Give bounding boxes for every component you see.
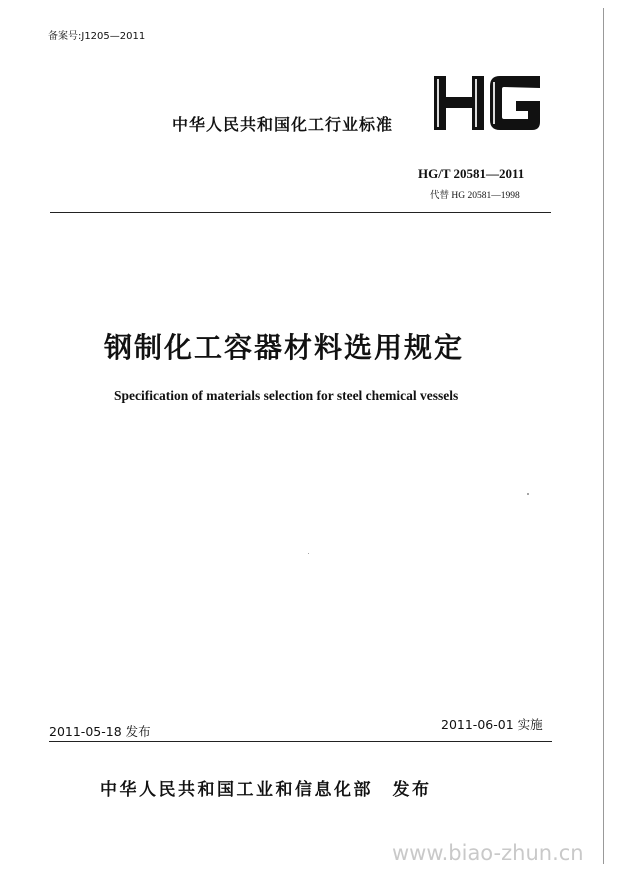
hg-logo <box>432 74 542 132</box>
footer-divider <box>49 741 552 742</box>
header-divider <box>50 212 551 213</box>
filing-number: 备案号:J1205—2011 <box>48 31 146 42</box>
hg-logo-mark <box>432 74 542 132</box>
site-watermark: www.biao-zhun.cn <box>392 841 584 865</box>
implementation-date: 2011-06-01 实施 <box>441 717 543 732</box>
scan-speck <box>308 553 309 554</box>
scan-edge-line <box>603 8 604 864</box>
issue-date: 2011-05-18 发布 <box>49 724 151 739</box>
replaces-standard: 代替 HG 20581—1998 <box>430 191 520 201</box>
standard-category-title: 中华人民共和国化工行业标准 <box>172 115 394 134</box>
document-title-english: Specification of materials selection for steel chemical vessels <box>114 388 459 403</box>
standard-code: HG/T 20581—2011 <box>418 166 525 181</box>
scan-speck <box>527 493 529 495</box>
document-title-chinese: 钢制化工容器材料选用规定 <box>104 331 465 364</box>
issuing-authority: 中华人民共和国工业和信息化部 发布 <box>100 780 432 800</box>
